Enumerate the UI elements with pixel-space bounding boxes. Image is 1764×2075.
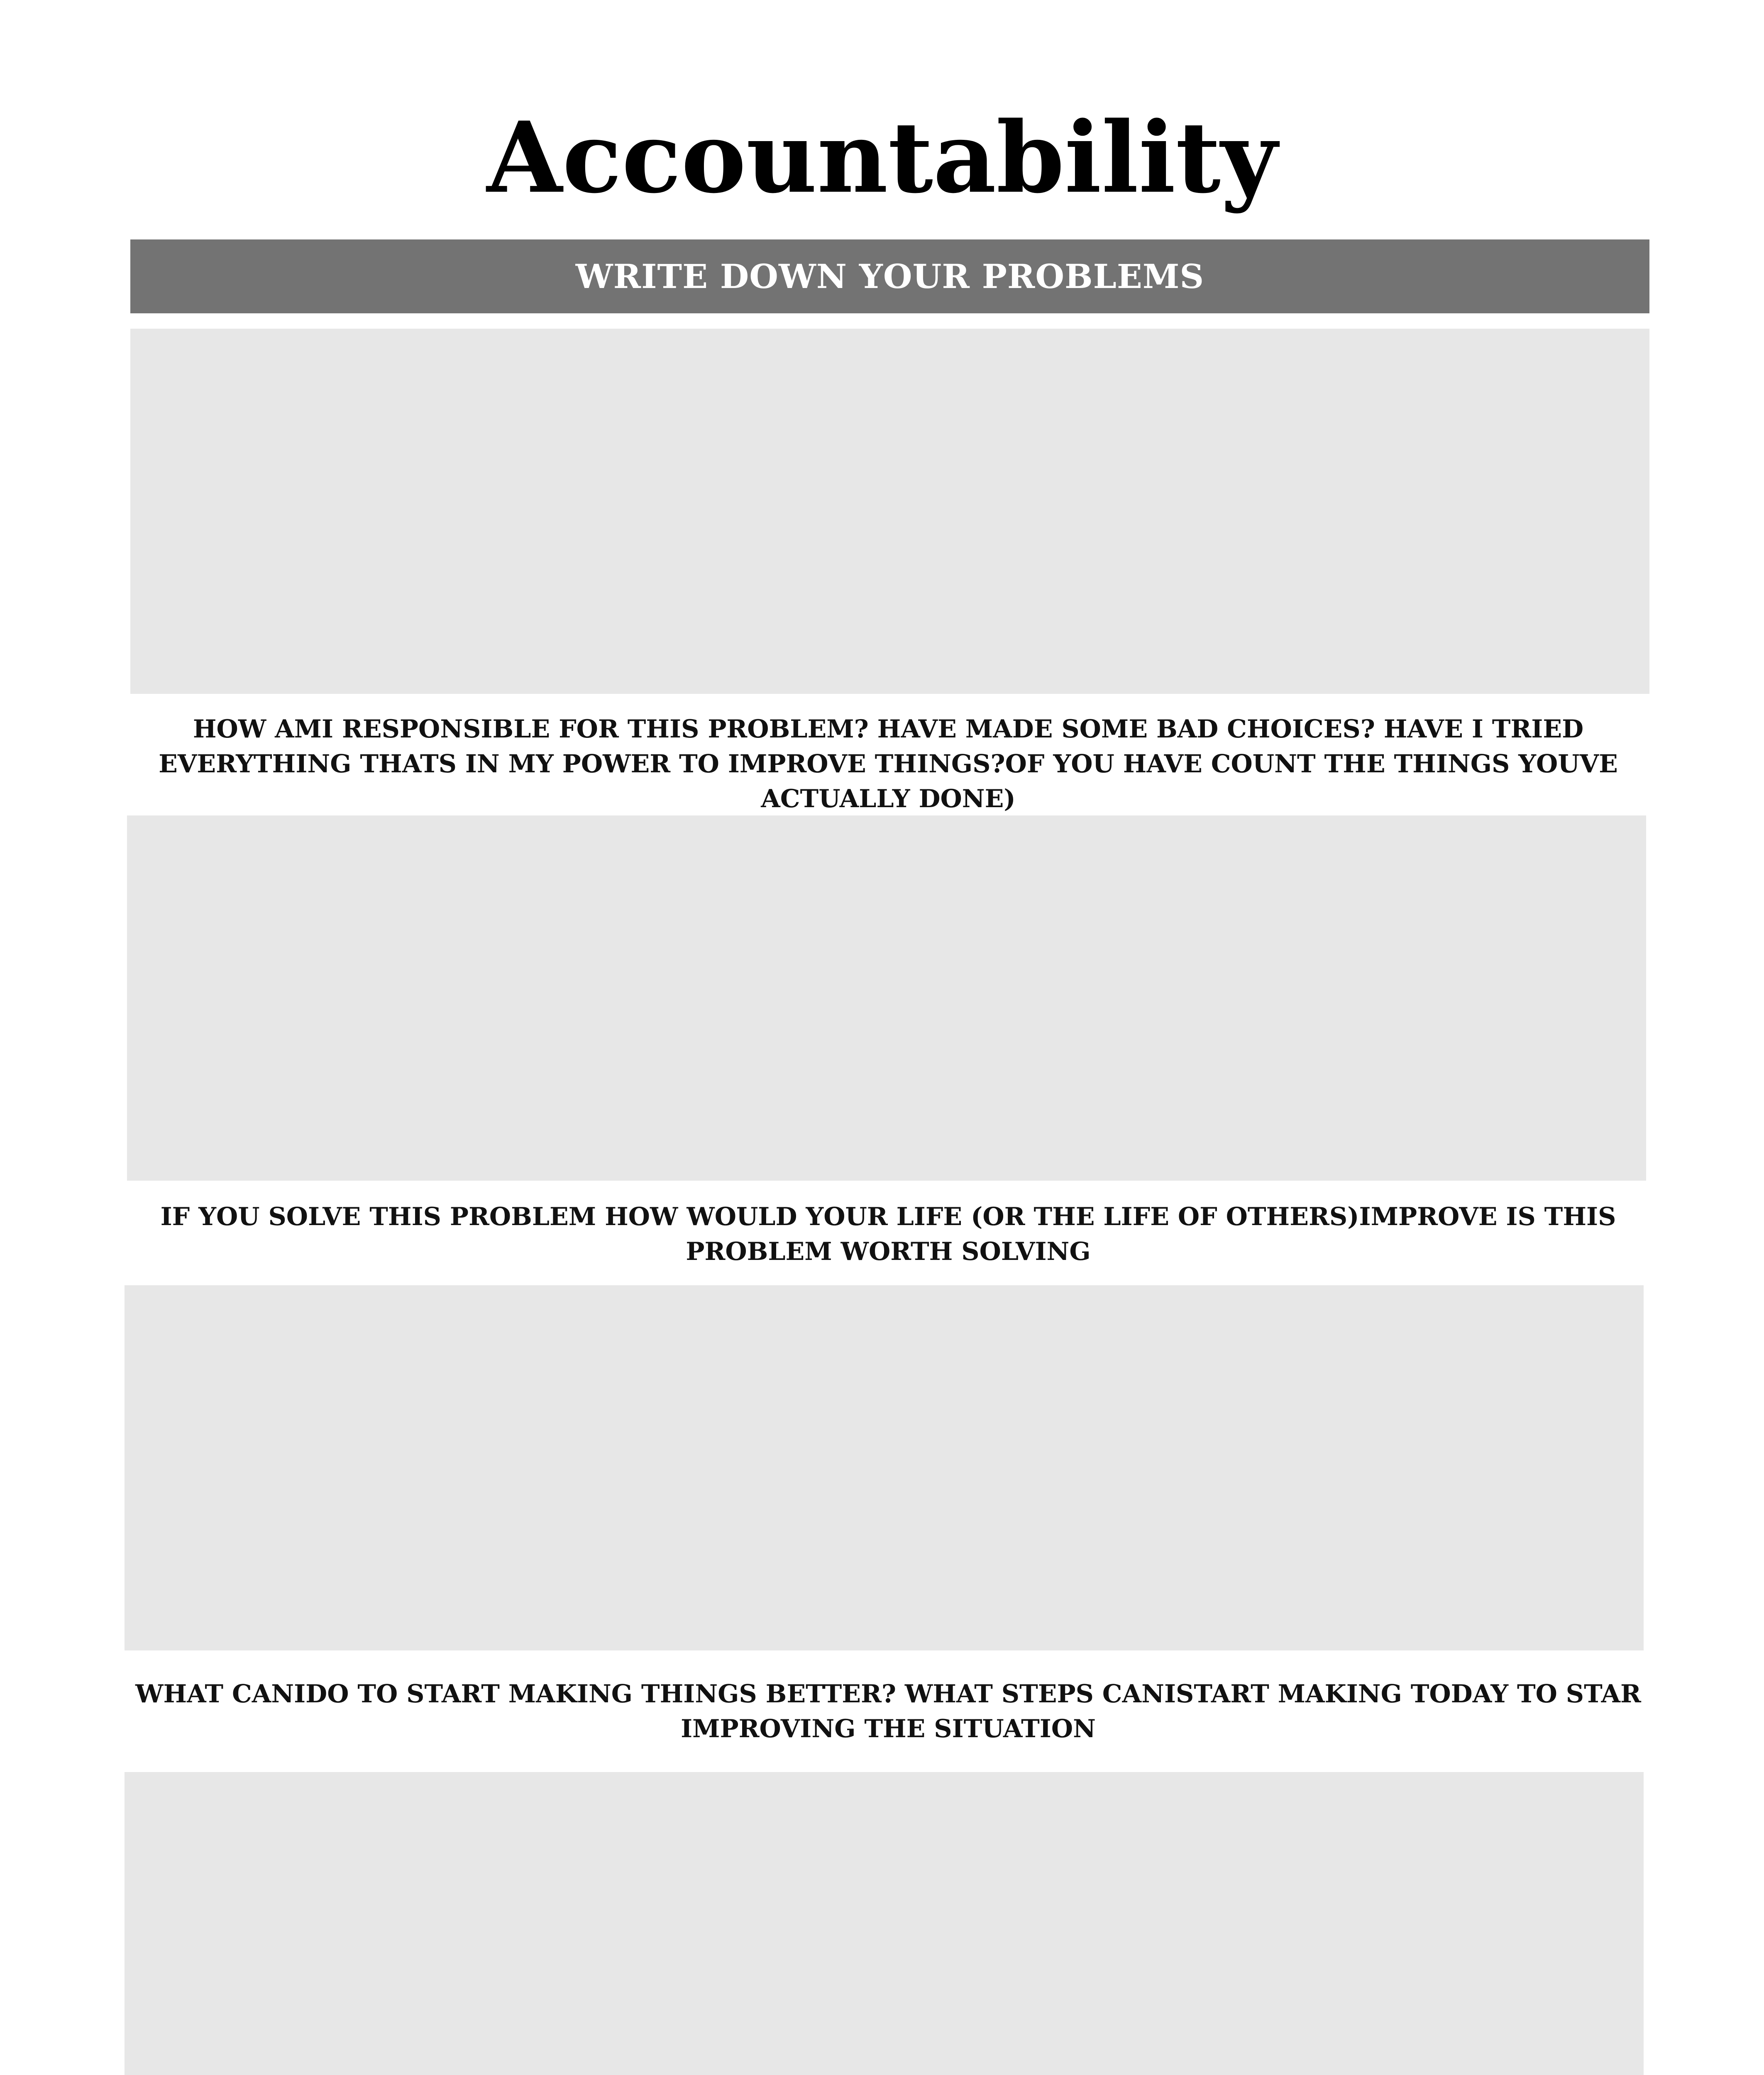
answer-box-problems[interactable]	[130, 329, 1649, 694]
section-header-label: WRITE DOWN YOUR PROBLEMS	[575, 257, 1205, 296]
question-responsibility: HOW AMI RESPONSIBLE FOR THIS PROBLEM? HAVE MADE SOME BAD CHOICES? HAVE I TRIED EVERYTHING THATS IN MY POWER TO IMPROVE THINGS?OF YOU HAVE COUNT THE THINGS YOUVE ACTUALLY DONE)	[159, 715, 1618, 813]
answer-box-life-improvement[interactable]	[125, 1285, 1644, 1650]
answer-box-next-steps[interactable]	[125, 1772, 1644, 2075]
page-title: Accountability	[486, 100, 1278, 215]
answer-box-responsibility[interactable]	[127, 815, 1646, 1181]
question-next-steps: WHAT CANIDO TO START MAKING THINGS BETTER? WHAT STEPS CANISTART MAKING TODAY TO STAR IMPROVING THE SITUATION	[135, 1680, 1641, 1743]
question-life-improvement: IF YOU SOLVE THIS PROBLEM HOW WOULD YOUR LIFE (OR THE LIFE OF OTHERS)IMPROVE IS THIS PROBLEM WORTH SOLVING	[160, 1202, 1616, 1266]
section-header-bar	[130, 239, 1649, 313]
